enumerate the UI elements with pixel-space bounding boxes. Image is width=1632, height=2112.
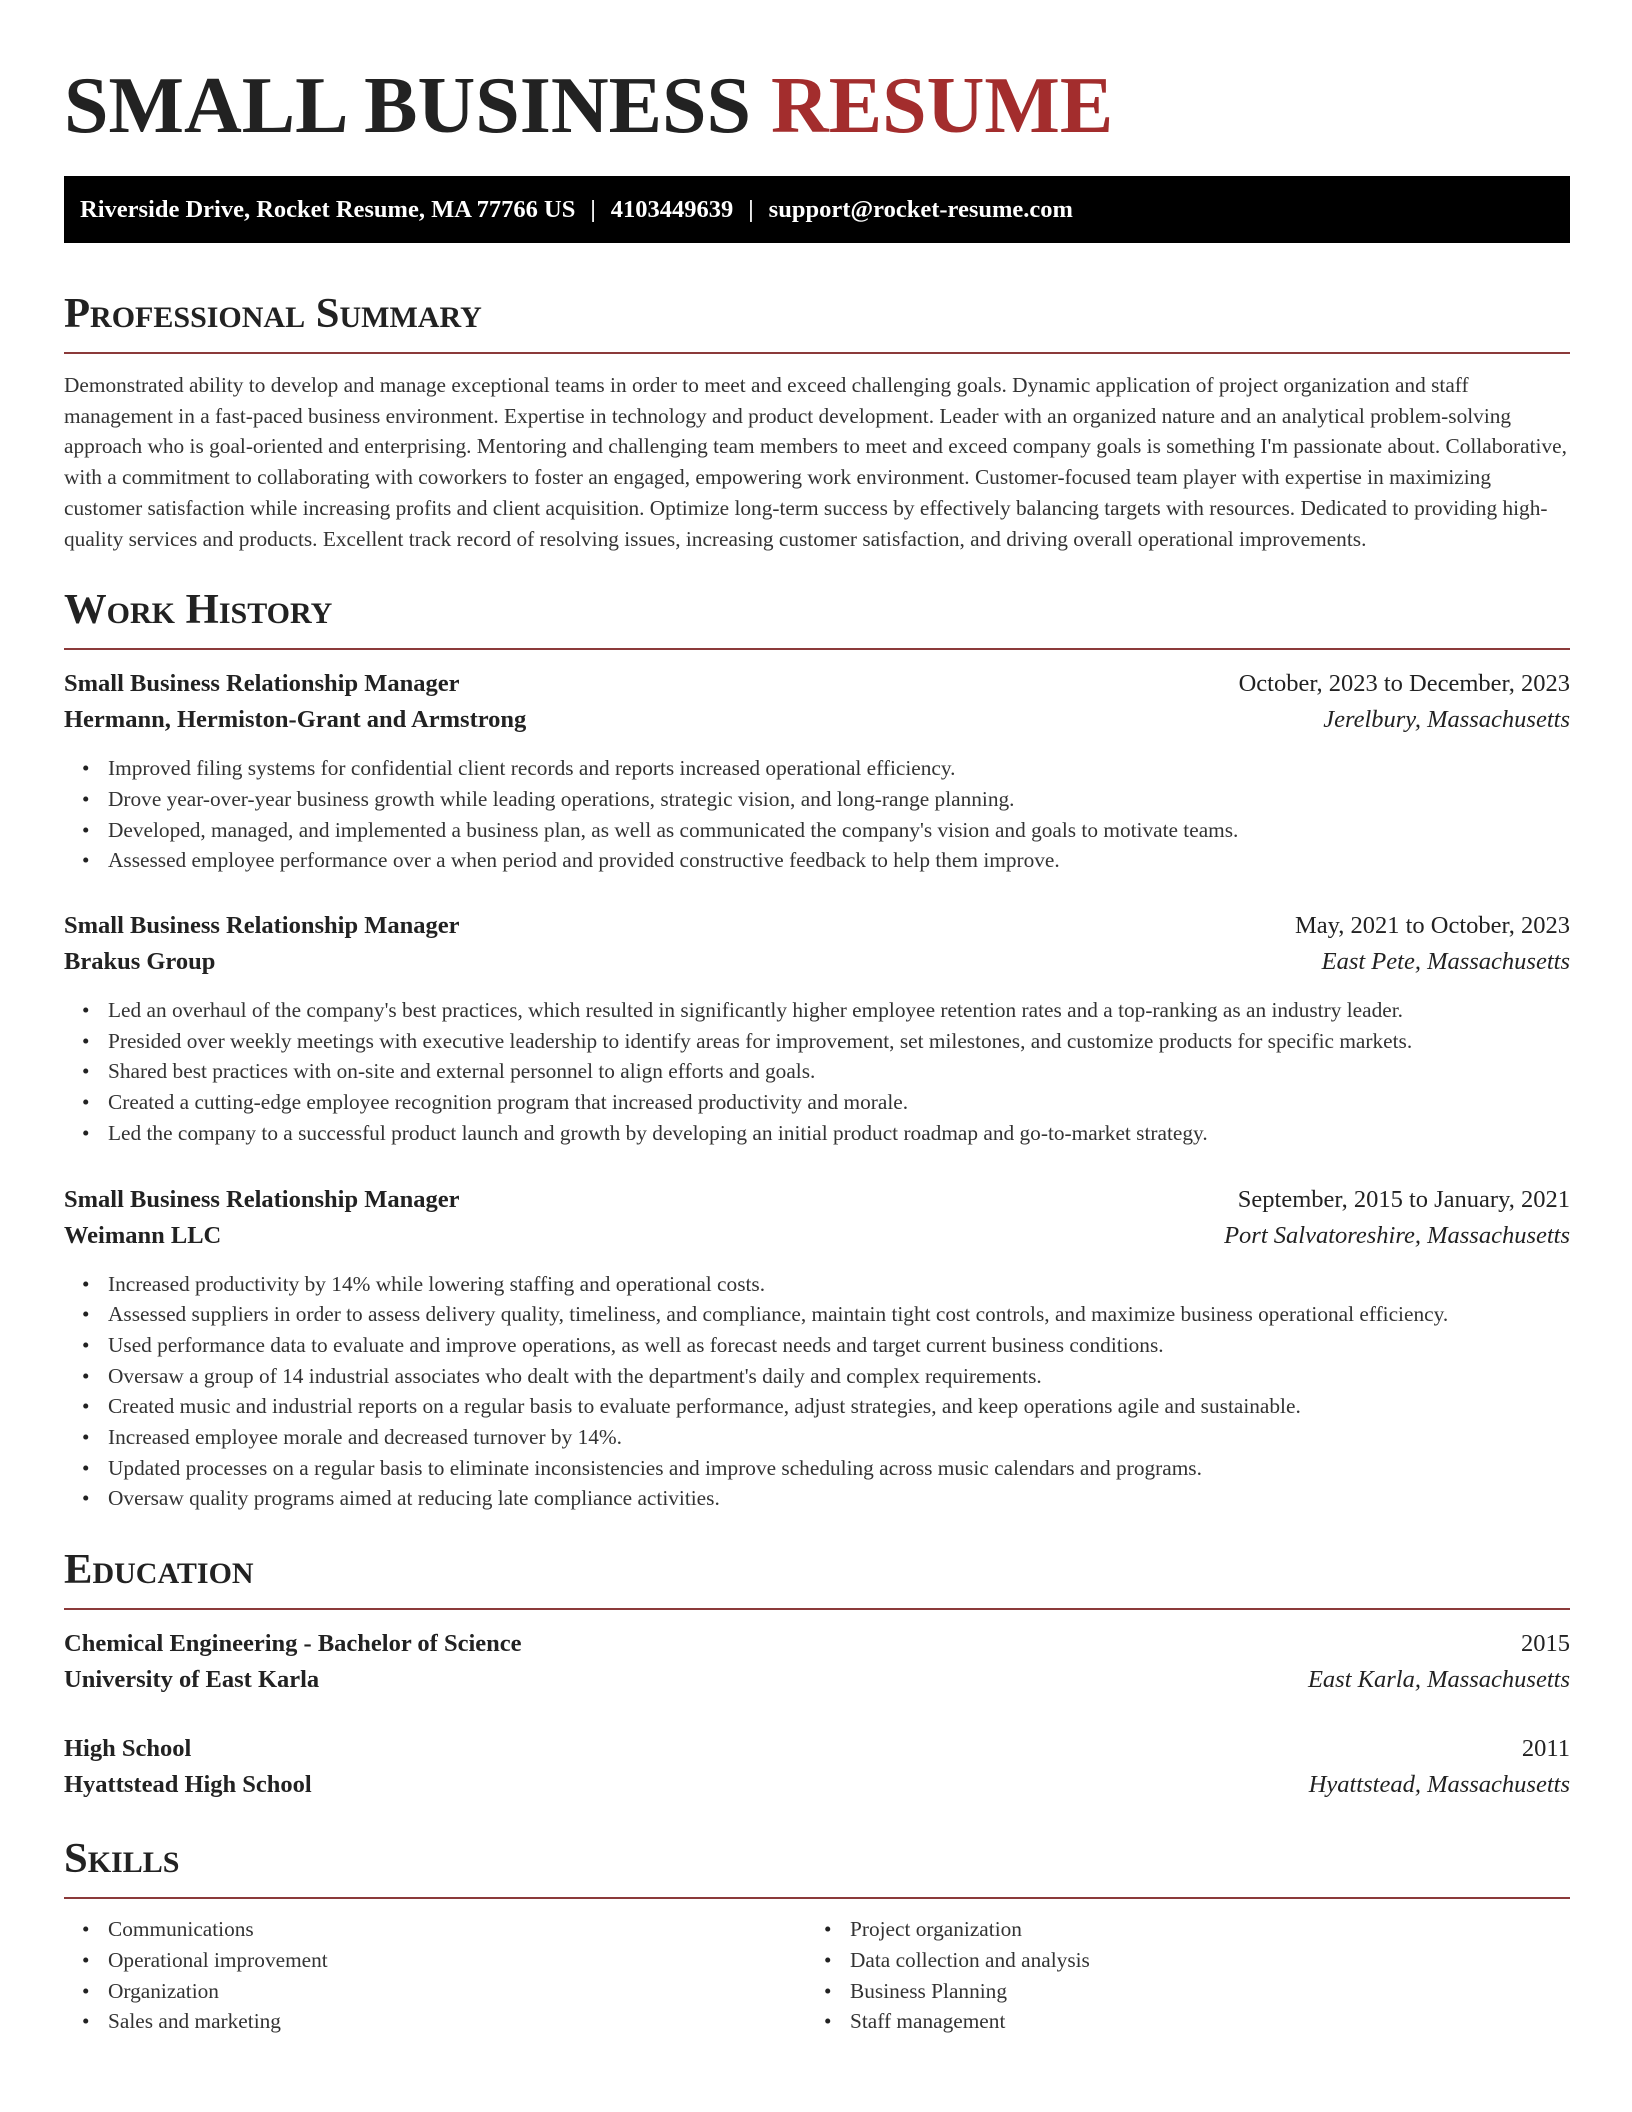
- job-bullet: • Improved filing systems for confidential client records and reports increased operational efficiency.: [108, 753, 1570, 784]
- job-bullet-list: [64, 753, 1570, 876]
- skill-item: • Business Planning: [850, 1976, 1570, 2007]
- job-company-row: [64, 702, 1570, 738]
- job-company-row: [64, 944, 1570, 980]
- job-header-row: [64, 1182, 1570, 1218]
- job-bullet: • Assessed suppliers in order to assess delivery quality, timeliness, and compliance, maintain tight cost controls, and maximize business operational efficiency.: [108, 1299, 1570, 1330]
- education-header-row: [64, 1626, 1570, 1662]
- job-title: Small Business Relationship Manager: [64, 670, 460, 698]
- job-company: Brakus Group: [64, 948, 216, 976]
- skill-item: • Operational improvement: [108, 1945, 806, 1976]
- contact-phone: 4103449639: [610, 195, 734, 223]
- job-bullet-list: [64, 995, 1570, 1149]
- job-company: Weimann LLC: [64, 1221, 222, 1249]
- skills-list-left: [64, 1914, 806, 2037]
- job-bullet: • Oversaw quality programs aimed at reducing late compliance activities.: [108, 1483, 1570, 1514]
- job-dates: October, 2023 to December, 2023: [1238, 670, 1570, 698]
- job-title: Small Business Relationship Manager: [64, 912, 460, 940]
- education-entry: [64, 1626, 1570, 1698]
- job-dates: May, 2021 to October, 2023: [1294, 912, 1570, 940]
- job-bullet: • Shared best practices with on-site and external personnel to align efforts and goals.: [108, 1056, 1570, 1087]
- job-entry: [64, 1182, 1570, 1515]
- job-bullet: • Led an overhaul of the company's best practices, which resulted in significantly higher employee retention rates and a top-ranking as an industry leader.: [108, 995, 1570, 1026]
- resume-title-accent: RESUME: [770, 62, 1114, 150]
- job-bullet: • Increased productivity by 14% while lowering staffing and operational costs.: [108, 1269, 1570, 1300]
- job-bullet: • Led the company to a successful product launch and growth by developing an initial product roadmap and go-to-market strategy.: [108, 1118, 1570, 1149]
- education-school-row: [64, 1767, 1570, 1803]
- contact-separator: |: [748, 195, 754, 223]
- skills-list-right: [806, 1914, 1570, 2037]
- education-year: 2011: [1521, 1735, 1570, 1763]
- job-bullet: • Drove year-over-year business growth while leading operations, strategic vision, and long-range planning.: [108, 784, 1570, 815]
- job-bullet: • Assessed employee performance over a when period and provided constructive feedback to help them improve.: [108, 845, 1570, 876]
- summary-paragraph: Demonstrated ability to develop and manage exceptional teams in order to meet and exceed challenging goals. Dynamic application of project organization and staff management in a fast-paced business environment. Expertise in technology and product development. Leader with an organized nature and an analytical problem-solving approach who is goal-oriented and enterprising. Mentoring and challenging team members to meet and exceed company goals is something I'm passionate about. Collaborative, with a commitment to collaborating with coworkers to foster an engaged, empowering work environment. Customer-focused team player with expertise in maximizing customer satisfaction while increasing profits and client acquisition. Optimize long-term success by effectively balancing targets with resources. Dedicated to providing high-quality services and products. Excellent track record of resolving issues, increasing customer satisfaction, and driving overall operational improvements.: [64, 373, 1567, 551]
- education-school-row: [64, 1662, 1570, 1698]
- education-degree: Chemical Engineering - Bachelor of Science: [64, 1630, 522, 1658]
- education-entry: [64, 1731, 1570, 1803]
- job-location: Jerelbury, Massachusetts: [1323, 706, 1570, 734]
- skill-item: • Data collection and analysis: [850, 1945, 1570, 1976]
- skill-item: • Project organization: [850, 1914, 1570, 1945]
- job-header-row: [64, 666, 1570, 702]
- resume-title-main: SMALL BUSINESS: [64, 62, 751, 150]
- skill-item: • Organization: [108, 1976, 806, 2007]
- job-dates: September, 2015 to January, 2021: [1237, 1185, 1570, 1213]
- job-entry: [64, 666, 1570, 876]
- job-bullet-list: [64, 1269, 1570, 1515]
- job-location: Port Salvatoreshire, Massachusetts: [1224, 1221, 1570, 1249]
- job-location: East Pete, Massachusetts: [1321, 948, 1570, 976]
- education-location: Hyattstead, Massachusetts: [1308, 1771, 1570, 1799]
- job-header-row: [64, 908, 1570, 944]
- education-year: 2015: [1521, 1630, 1570, 1658]
- job-bullet: • Used performance data to evaluate and improve operations, as well as forecast needs and target current business conditions.: [108, 1330, 1570, 1361]
- skill-item: • Staff management: [850, 2006, 1570, 2037]
- skill-item: • Sales and marketing: [108, 2006, 806, 2037]
- skills-grid: [64, 1899, 1570, 2037]
- job-bullet: • Updated processes on a regular basis to eliminate inconsistencies and improve scheduling across music calendars and programs.: [108, 1453, 1570, 1484]
- contact-email: support@rocket-resume.com: [768, 195, 1073, 223]
- section-heading-summary: Professional Summary: [64, 289, 1570, 354]
- section-heading-education: Education: [64, 1545, 1570, 1610]
- contact-separator: |: [590, 195, 596, 223]
- section-heading-skills: Skills: [64, 1834, 1570, 1899]
- job-bullet: • Developed, managed, and implemented a business plan, as well as communicated the company's vision and goals to motivate teams.: [108, 815, 1570, 846]
- education-school: University of East Karla: [64, 1666, 320, 1694]
- education-school: Hyattstead High School: [64, 1771, 312, 1799]
- job-company-row: [64, 1218, 1570, 1254]
- job-bullet: • Created music and industrial reports on a regular basis to evaluate performance, adjust strategies, and keep operations agile and sustainable.: [108, 1391, 1570, 1422]
- job-company: Hermann, Hermiston-Grant and Armstrong: [64, 706, 527, 734]
- education-header-row: [64, 1731, 1570, 1767]
- education-degree: High School: [64, 1735, 192, 1763]
- job-bullet: • Presided over weekly meetings with executive leadership to identify areas for improvement, set milestones, and customize products for specific markets.: [108, 1026, 1570, 1057]
- job-bullet: • Increased employee morale and decreased turnover by 14%.: [108, 1422, 1570, 1453]
- education-location: East Karla, Massachusetts: [1307, 1666, 1570, 1694]
- contact-address: Riverside Drive, Rocket Resume, MA 77766 US: [80, 195, 576, 223]
- job-title: Small Business Relationship Manager: [64, 1185, 460, 1213]
- job-entry: [64, 908, 1570, 1149]
- skill-item: • Communications: [108, 1914, 806, 1945]
- job-bullet: • Created a cutting-edge employee recognition program that increased productivity and morale.: [108, 1087, 1570, 1118]
- job-bullet: • Oversaw a group of 14 industrial associates who dealt with the department's daily and complex requirements.: [108, 1361, 1570, 1392]
- resume-title: [64, 62, 1570, 150]
- section-heading-work-history: Work History: [64, 585, 1570, 650]
- contact-bar: [64, 176, 1570, 243]
